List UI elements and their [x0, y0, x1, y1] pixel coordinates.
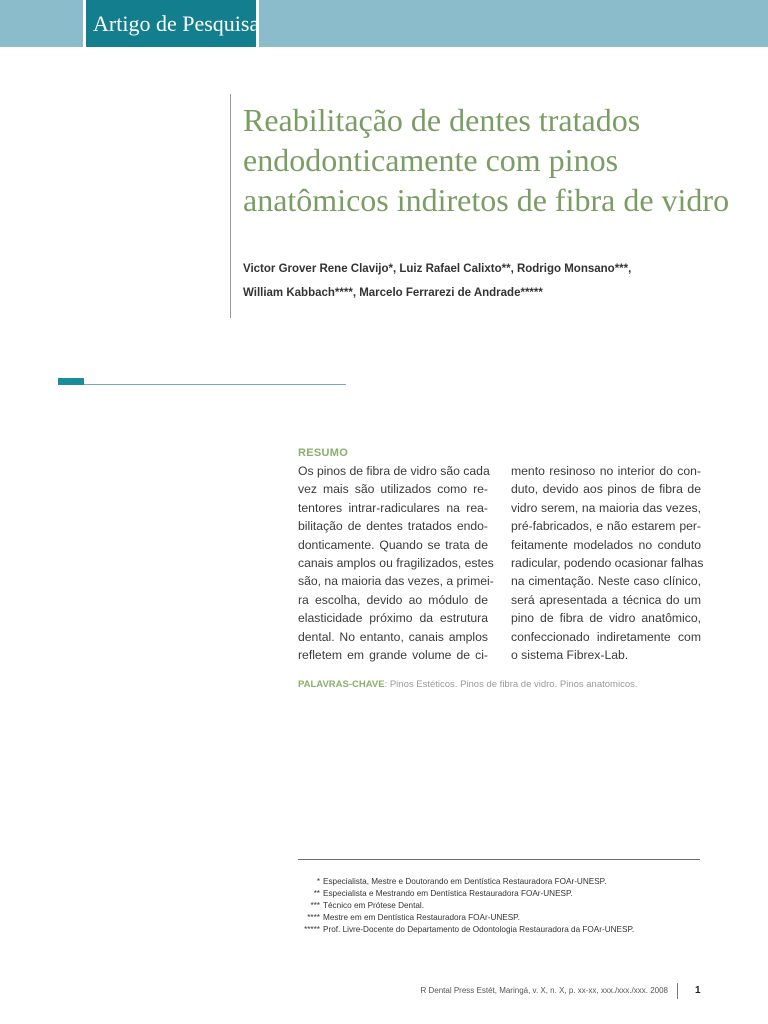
- article-title: [243, 100, 743, 220]
- abstract-heading: RESUMO: [298, 447, 349, 459]
- accent-divider: [84, 384, 346, 385]
- journal-citation: R Dental Press Estét, Maringá, v. X, n. X, p. xx-xx, xxx./xxx./xxx. 2008: [420, 986, 668, 995]
- footnote-marker: ***: [310, 901, 320, 910]
- footnotes: [296, 876, 716, 936]
- footnote: [296, 888, 716, 900]
- accent-mark: [58, 378, 84, 385]
- abstract-line: ra escolha, devido ao módulo de: [298, 592, 488, 607]
- abstract-line: feitamente modelados no conduto: [511, 537, 701, 552]
- abstract-line: elasticidade próximo da estrutura: [298, 611, 488, 626]
- keywords-text: : Pinos Estéticos. Pinos de fibra de vidro. Pinos anatomicos.: [384, 679, 638, 690]
- footnote-marker: *****: [304, 925, 320, 934]
- abstract-line: canais amplos ou fragilizados, estes: [298, 556, 494, 571]
- author-line: William Kabbach****, Marcelo Ferrarezi de Andrade*****: [243, 287, 543, 299]
- footnote: [296, 900, 716, 912]
- abstract-line: na cimentação. Neste caso clínico,: [511, 574, 701, 589]
- abstract-line: dental. No entanto, canais amplos: [298, 629, 488, 644]
- footnote-text: Técnico em Prótese Dental.: [323, 901, 425, 910]
- abstract-line: são, na maioria das vezes, a primei-: [298, 574, 494, 589]
- abstract-column-right: [511, 462, 704, 664]
- author-line: Victor Grover Rene Clavijo*, Luiz Rafael Calixto**, Rodrigo Monsano***,: [243, 263, 632, 275]
- abstract-line: refletem em grande volume de ci-: [298, 648, 488, 663]
- footnote: [296, 912, 716, 924]
- abstract-line: será apresentada a técnica do um: [511, 592, 701, 607]
- abstract-line: vidro serem, na maioria das vezes,: [511, 500, 701, 515]
- title-line: Reabilitação de dentes tratados: [243, 102, 641, 138]
- abstract-column-left: [298, 462, 494, 664]
- abstract-line: duto, devido aos pinos de fibra de: [511, 482, 701, 497]
- title-rule: [230, 94, 231, 318]
- footnote-marker: **: [313, 889, 320, 898]
- abstract-line: vez mais são utilizados como re-: [298, 482, 488, 497]
- title-line: anatômicos indiretos de fibra de vidro: [243, 182, 730, 218]
- page-footer: [420, 985, 740, 999]
- title-line: endodonticamente com pinos: [243, 142, 619, 178]
- abstract-line: bilitação de dentes tratados endo-: [298, 519, 488, 534]
- footnote-text: Especialista e Mestrando em Dentística Restauradora FOAr-UNESP.: [323, 889, 573, 898]
- keywords-label: PALAVRAS-CHAVE: [298, 679, 385, 690]
- footnote: [296, 876, 716, 888]
- section-label: Artigo de Pesquisa: [93, 11, 260, 36]
- abstract-line: mento resinoso no interior do con-: [511, 464, 701, 478]
- abstract-line: tentores intrar-radiculares na rea-: [298, 500, 488, 515]
- abstract-line: radicular, podendo ocasionar falhas: [511, 556, 704, 571]
- abstract-line: o sistema Fibrex-Lab.: [511, 648, 629, 663]
- abstract-line: Os pinos de fibra de vidro são cada: [298, 464, 490, 478]
- footnote-text: Prof. Livre-Docente do Departamento de Odontologia Restauradora da FOAr-UNESP.: [323, 925, 635, 934]
- abstract-line: pré-fabricados, e não estarem per-: [511, 519, 701, 534]
- keywords: [298, 679, 718, 690]
- footnote-marker: ****: [307, 913, 320, 922]
- abstract-line: confeccionado indiretamente com: [511, 629, 701, 644]
- page-number: 1: [695, 985, 701, 996]
- author-list: [243, 257, 743, 305]
- footnote-divider: [298, 859, 700, 860]
- footnote: [296, 924, 716, 936]
- abstract-line: donticamente. Quando se trata de: [298, 537, 488, 552]
- abstract-line: pino de fibra de vidro anatômico,: [511, 611, 701, 626]
- section-tab: [83, 0, 259, 47]
- footnote-marker: *: [316, 877, 320, 886]
- footer-separator: [677, 983, 678, 999]
- footnote-text: Mestre em em Dentística Restauradora FOAr-UNESP.: [323, 913, 520, 922]
- footnote-text: Especialista, Mestre e Doutorando em Dentística Restauradora FOAr-UNESP.: [323, 877, 607, 886]
